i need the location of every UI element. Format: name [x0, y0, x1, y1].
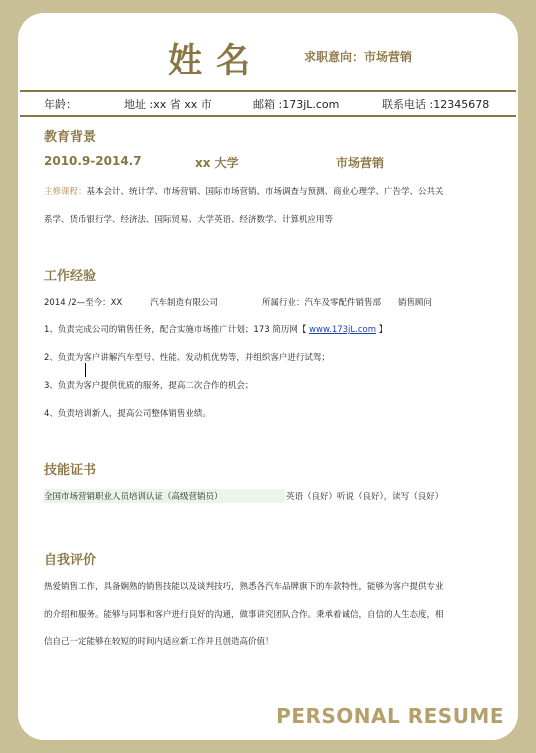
- language-skill: 英语（良好）听说（良好），读写（良好）: [286, 492, 444, 502]
- education-school: xx 大学: [195, 156, 239, 170]
- self-evaluation-line-1: 热爱销售工作，具备娴熟的销售技能以及谈判技巧，熟悉各汽车品牌旗下的车款特性，能够为客户提供专业: [44, 582, 444, 592]
- candidate-name: 姓名: [168, 41, 264, 81]
- email-field: 邮箱 :173jL.com: [253, 98, 340, 111]
- certificate-text: 全国市场营销职业人员培训认证（高级营销员）: [44, 489, 285, 503]
- duty-4: 4、负责培训新人，提高公司整体销售业绩。: [44, 409, 211, 419]
- self-evaluation-title: 自我评价: [44, 553, 97, 568]
- footer-logo-text: PERSONAL RESUME: [276, 704, 504, 728]
- courses-label: 主修课程：: [44, 187, 87, 197]
- education-period: 2010.9-2014.7: [44, 154, 142, 168]
- duty-3: 3、负责为客户提供优质的服务，提高二次合作的机会；: [44, 381, 254, 391]
- education-title: 教育背景: [44, 130, 97, 145]
- work-position: 销售顾问: [398, 298, 433, 308]
- address-field: 地址 :xx 省 xx 市: [124, 98, 212, 111]
- info-top-rule: [20, 90, 516, 92]
- job-intent-label: 求职意向：: [304, 50, 365, 64]
- work-title: 工作经验: [44, 269, 97, 284]
- text-cursor: [85, 363, 86, 377]
- duty-2: 2、负责为客户讲解汽车型号、性能、发动机优势等，并组织客户进行试驾；: [44, 353, 330, 363]
- job-intent-value: 市场营销: [364, 50, 413, 64]
- skills-title: 技能证书: [44, 463, 97, 478]
- resume-page: [18, 13, 518, 740]
- resume-site-link[interactable]: www.173jL.com: [309, 325, 377, 335]
- work-header-line: [44, 296, 433, 308]
- job-intent: [304, 48, 412, 65]
- courses-line-2: 系学、货币银行学、经济法、国际贸易、大学英语、经济数学、计算机应用等: [44, 215, 334, 225]
- duty-1: 1、负责完成公司的销售任务，配合实施市场推广计划；173 简历网【 www.173jL.com 】: [44, 325, 388, 335]
- phone-field: 联系电话 :12345678: [382, 98, 490, 111]
- courses-line-1: 主修课程：基本会计、统计学、市场营销、国际市场营销、市场调查与预测、商业心理学、广告学、公共关: [44, 187, 444, 197]
- self-evaluation-line-2: 的介绍和服务。能够与同事和客户进行良好的沟通，做事讲究团队合作。秉承着诚信，自信的人生态度，相: [44, 610, 444, 620]
- education-major: 市场营销: [336, 156, 385, 170]
- info-bottom-rule: [20, 115, 516, 117]
- contact-info-row: [18, 94, 518, 114]
- self-evaluation-line-3: 信自己一定能够在较短的时间内适应新工作并且创造高价值！: [44, 637, 274, 647]
- work-industry: 所属行业：汽车及零配件销售部: [262, 298, 382, 308]
- work-period: 2014 /2—至今：XX: [44, 298, 123, 308]
- age-field: 年龄：: [44, 98, 77, 111]
- work-company: 汽车制造有限公司: [150, 298, 219, 308]
